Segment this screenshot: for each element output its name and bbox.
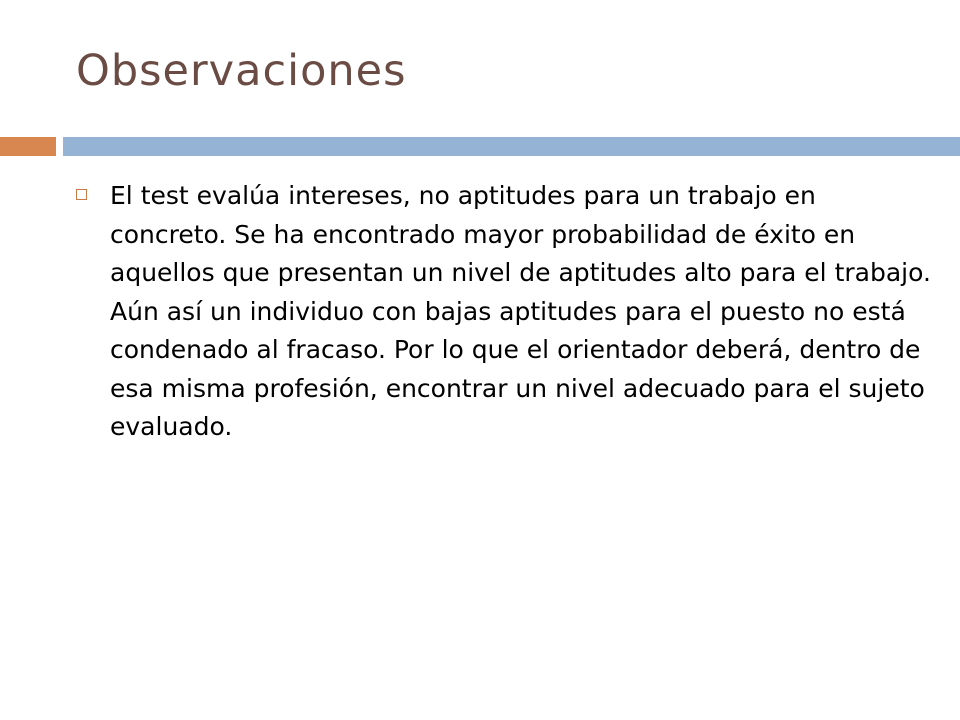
bullet-list — [76, 177, 936, 447]
title-accent-bar-blue — [63, 137, 960, 156]
title-accent-bar-orange — [0, 137, 56, 156]
hollow-square-bullet-icon — [76, 189, 87, 200]
slide-title: Observaciones — [76, 46, 407, 96]
bullet-text: El test evalúa intereses, no aptitudes para un trabajo en concreto. Se ha encontrado mayor probabilidad de éxito en aquellos que presentan un nivel de aptitudes alto para el trabajo. Aún así un individuo con bajas aptitudes para el puesto no está condenado al fracaso. Por lo que el orientador deberá, dentro de esa misma profesión, encontrar un nivel adecuado para el sujeto evaluado. — [110, 181, 931, 441]
bullet-item — [76, 177, 936, 447]
